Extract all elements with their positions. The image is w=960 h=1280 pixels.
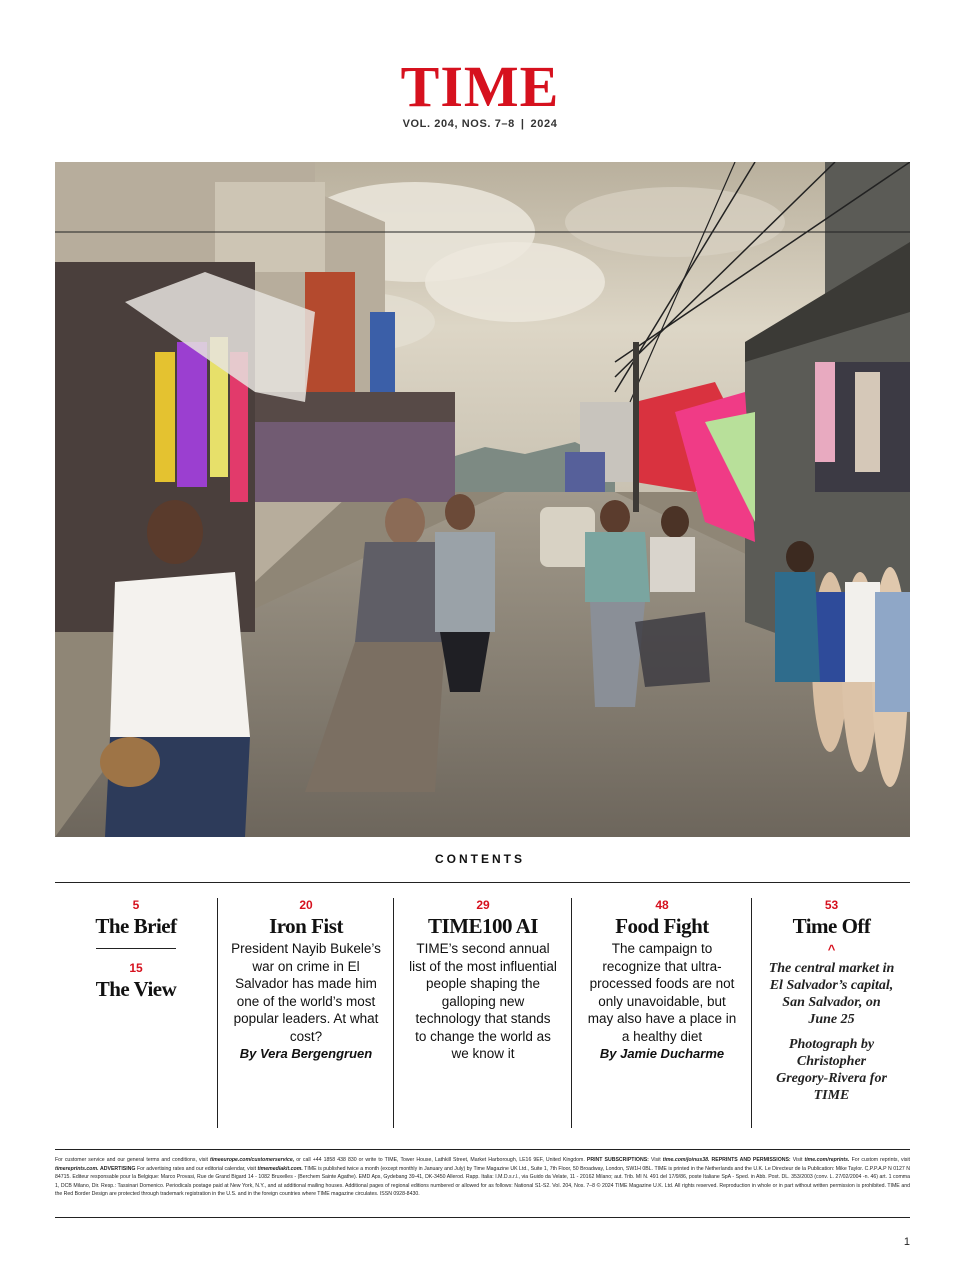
toc-page-number: 15 <box>129 961 143 975</box>
toc-column-iron-fist <box>217 898 394 1128</box>
toc-title-food-fight[interactable]: Food Fight <box>615 914 709 938</box>
fine-print-text: For custom reprints, visit <box>851 1157 910 1163</box>
table-of-contents <box>55 898 910 1128</box>
street-market-photo <box>55 162 910 837</box>
fine-print-label: PRINT SUBSCRIPTIONS: <box>586 1157 649 1163</box>
fine-print-label: ADVERTISING <box>100 1165 136 1172</box>
volume-label: VOL. 204, NOS. 7–8 <box>402 118 515 130</box>
fine-print <box>55 1156 910 1199</box>
fine-print-text: or call +44 1858 438 830 or write to TIME, Tower House, Lathkill Street, Market Harborough, LE16 9EF, United Kingdom. <box>296 1157 585 1163</box>
toc-description: The campaign to recognize that ultra-processed foods are not only unavoidable, but may also have a place in a healthy diet <box>587 941 737 1044</box>
fine-print-text: For customer service and our general terms and conditions, visit <box>55 1157 208 1163</box>
toc-mini-rule <box>96 948 176 949</box>
toc-page-number: 29 <box>476 898 490 912</box>
photo-caption: The central market in El Salvador’s capital, San Salvador, on June 25 <box>768 961 895 1027</box>
toc-column-brief-view <box>55 898 217 1128</box>
toc-byline: By Vera Bergengruen <box>239 1046 373 1061</box>
contents-heading: CONTENTS <box>435 852 525 866</box>
toc-page-number: 20 <box>299 898 313 912</box>
issue-year: 2024 <box>530 118 558 130</box>
fine-print-text: TIME is published twice a month (except monthly in January and July) by Time Magazine UK Ltd., Suite 1, 7th Floor, 50 Broadway, London, SW1H 0BL. TIME is printed in the Netherlands and the U.K. Le Directeur de la Publication: Mike Taylor. C.P.P.A.P N 0127 N 84715. Editeur responsable pour la Belgique: Marco Provasi, Rue de Grand Bigard 14 - 1082 Bruxelles - (Berchem Sainte Agathe). EMD Aps, Gydebang 39-41, DK-3450 Allerod. Rapp. Italia: I.M.D.s.r.l., via Guido da Velate, 11 - 20162 Milano; aut. Trib. MI N. 491 del 17/9/86, poste Italiane SpA - Sped. in Abb. Post. DL. 353/2003 (conv. L. 27/02/2004 -n. 46) art. 1 comma 1, DCB Milano, Dir. Resp.: Tassinari Domenico. Periodicals postage paid at New York, N.Y., and at additional mailing houses. Additional pages of regional editions numbered or allowed for as follows: National S1-S2. Vol. 204, Nos. 7–8 © 2024 TIME Magazine U.K. Ltd. All rights reserved. Reproduction in whole or in part without written permission is prohibited. TIME and the Red Border Design are protected through trademark registration in the U.S. and in the foreign countries where TIME magazine circulates. ISSN 0928-8430. <box>55 1165 910 1198</box>
issue-separator: | <box>520 118 525 130</box>
page-number: 1 <box>903 1236 910 1248</box>
time-logo: TIME <box>400 54 560 119</box>
toc-page-number: 5 <box>132 898 140 912</box>
fine-print-text: Visit <box>792 1157 803 1163</box>
masthead <box>0 54 960 130</box>
custom-reprints-link[interactable]: timereprints.com. <box>55 1165 99 1172</box>
toc-column-time100-ai <box>393 898 572 1128</box>
photo-credit: Photograph by Christopher Gregory-Rivera for TIME <box>776 1037 887 1103</box>
fine-print-bottom-rule <box>55 1217 910 1218</box>
photo-illustration <box>55 162 910 837</box>
fine-print-top-rule <box>55 1149 910 1150</box>
media-kit-link[interactable]: timemediakit.com. <box>257 1165 303 1172</box>
fine-print-text: Visit <box>650 1157 661 1163</box>
customer-service-link[interactable]: timeeurope.com/customerservice, <box>209 1157 295 1163</box>
fine-print-text: For advertising rates and our editorial calendar, visit <box>136 1165 257 1172</box>
toc-title-time100-ai[interactable]: TIME100 AI <box>428 914 538 938</box>
toc-page-number: 48 <box>655 898 669 912</box>
reprints-link[interactable]: time.com/reprints. <box>804 1157 850 1163</box>
contents-top-rule <box>55 882 910 883</box>
toc-title-iron-fist[interactable]: Iron Fist <box>269 914 343 938</box>
toc-byline: By Jamie Ducharme <box>599 1046 725 1061</box>
toc-title-time-off[interactable]: Time Off <box>792 914 871 938</box>
toc-page-number: 53 <box>824 898 839 912</box>
caret-up-icon: ^ <box>827 942 836 957</box>
fine-print-label: REPRINTS AND PERMISSIONS: <box>711 1157 791 1163</box>
toc-column-food-fight <box>571 898 752 1128</box>
toc-description: President Nayib Bukele’s war on crime in El Salvador has made him one of the world’s most popular leaders. At what cost? <box>231 941 381 1044</box>
subscriptions-link[interactable]: time.com/joinus38. <box>662 1157 710 1163</box>
toc-description: TIME’s second annual list of the most influential people shaping the galloping new technology that stands to change the world as we know it <box>409 941 557 1061</box>
issue-line <box>0 118 960 130</box>
toc-title-the-view[interactable]: The View <box>95 977 177 1001</box>
toc-title-the-brief[interactable]: The Brief <box>95 914 177 938</box>
toc-column-time-off <box>751 898 911 1128</box>
